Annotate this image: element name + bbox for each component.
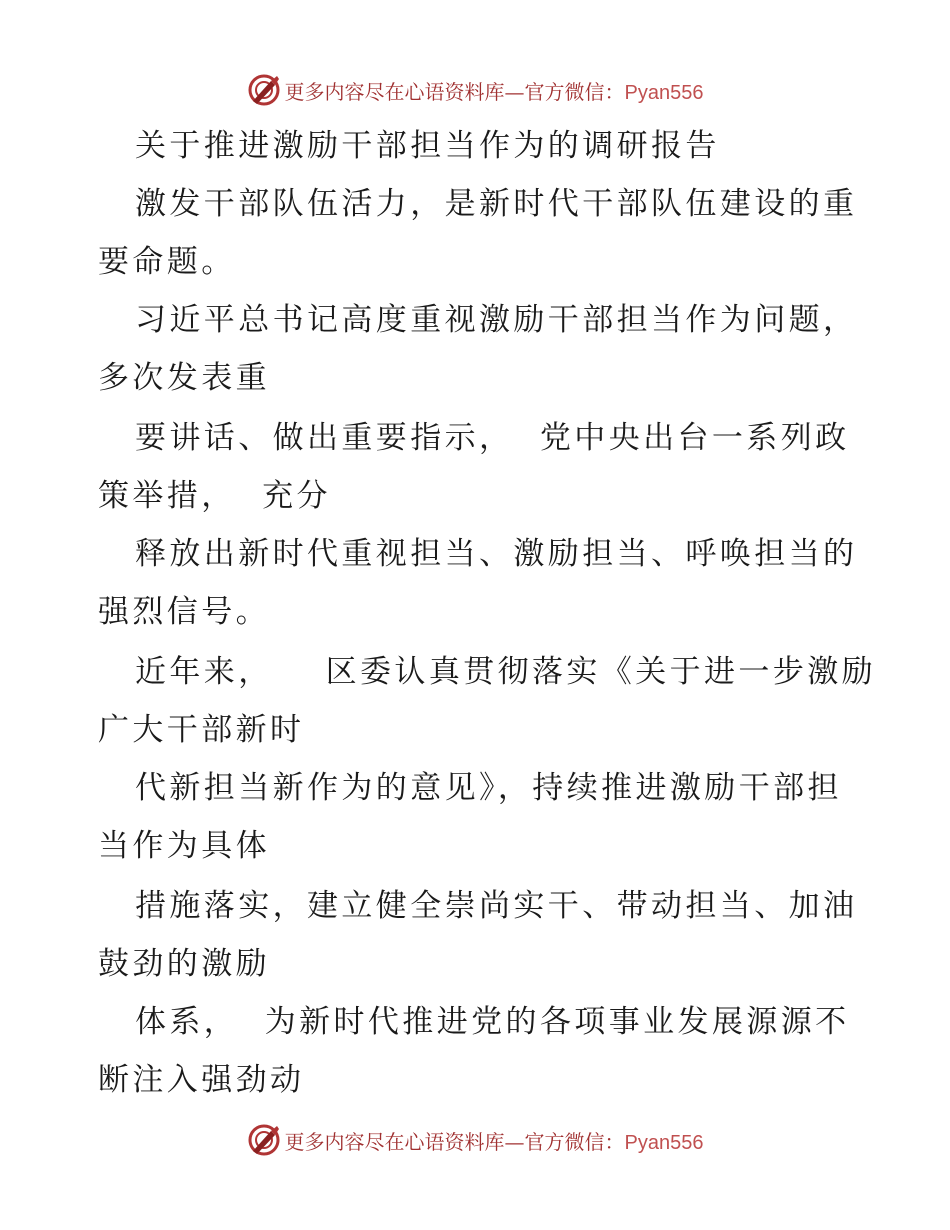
paragraph-line: 鼓劲的激励 (98, 946, 270, 982)
paragraph-line: 习近平总书记高度重视激励干部担当作为问题， (135, 302, 858, 338)
paragraph-line: 多次发表重 (98, 360, 270, 396)
banner-text: 更多内容尽在心语资料库—官方微信：Pyan556 (284, 79, 704, 104)
paragraph-line: 广大干部新时 (98, 712, 305, 748)
paragraph-line: 强烈信号。 (98, 594, 270, 630)
paragraph-line: 要讲话、做出重要指示， 党中央出台一系列政 (135, 420, 850, 456)
paragraph-line: 释放出新时代重视担当、激励担当、呼唤担当的 (135, 536, 858, 572)
paragraph-line: 体系， 为新时代推进党的各项事业发展源源不 (135, 1004, 850, 1040)
paragraph-line: 断注入强劲动 (98, 1062, 305, 1098)
paragraph-line: 激发干部队伍活力，是新时代干部队伍建设的重 (135, 186, 858, 222)
document-title: 关于推进激励干部担当作为的调研报告 (135, 128, 720, 164)
footer-banner (0, 1120, 950, 1160)
paragraph-line: 要命题。 (98, 244, 236, 280)
paragraph-line: 措施落实，建立健全崇尚实干、带动担当、加油 (135, 888, 858, 924)
paragraph-line: 策举措， 充分 (98, 478, 331, 514)
paragraph-line: 当作为具体 (98, 828, 270, 864)
pen-logo-icon (247, 1123, 281, 1157)
header-banner (0, 70, 950, 110)
paragraph-line: 代新担当新作为的意见》，持续推进激励干部担 (135, 770, 842, 806)
pen-logo-icon (247, 73, 281, 107)
paragraph-line: 近年来， 区委认真贯彻落实《关于进一步激励 (135, 654, 877, 690)
banner-text: 更多内容尽在心语资料库—官方微信：Pyan556 (284, 1129, 704, 1154)
